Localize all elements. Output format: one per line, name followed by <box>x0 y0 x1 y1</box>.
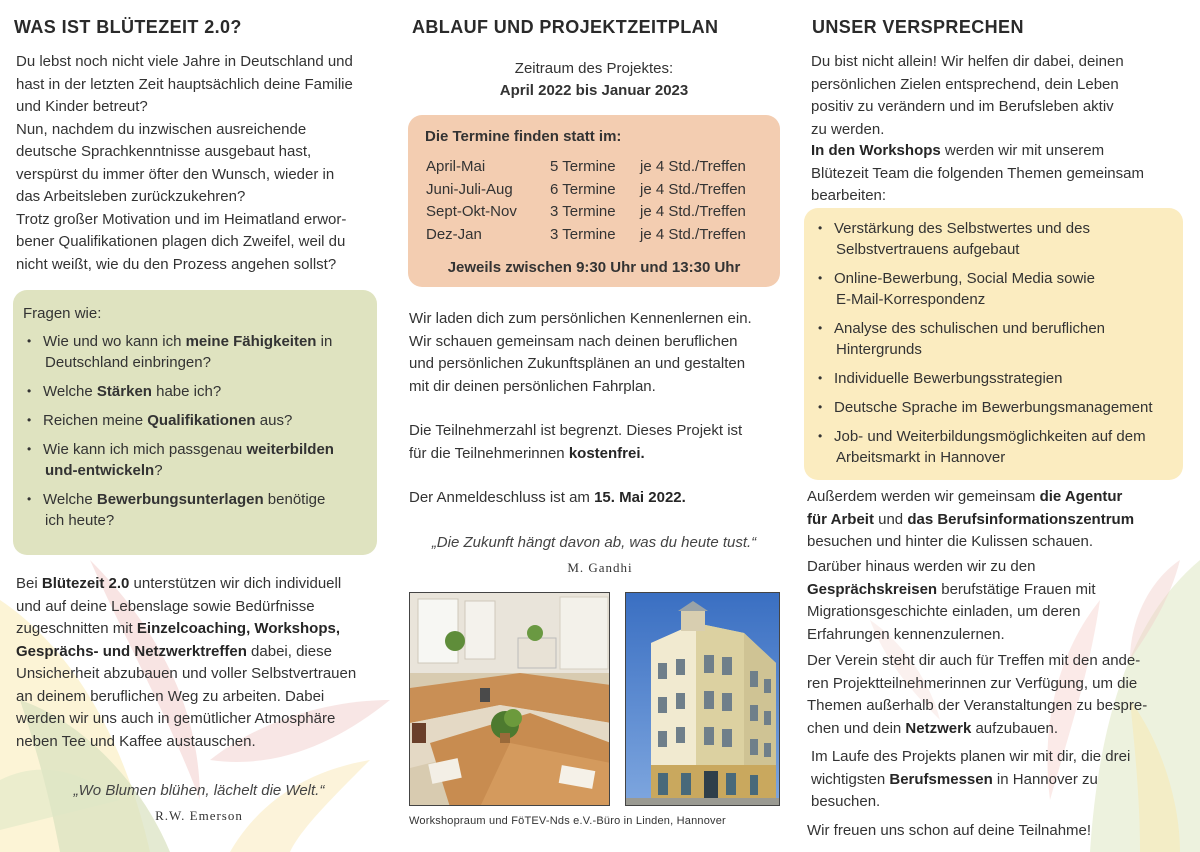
deadline-paragraph <box>409 487 789 510</box>
text-line: deutsche Sprachkenntnisse ausgebaut hast, <box>16 143 312 160</box>
schedule-months: April-Mai <box>426 158 486 175</box>
workshop-room-photo <box>409 592 610 806</box>
schedule-count: 3 Termine <box>550 203 616 220</box>
section-title: UNSER VERSPRECHEN <box>812 17 1024 37</box>
text-line: Die Teilnehmerzahl ist begrenzt. Dieses Projekt ist <box>409 422 743 439</box>
fairs-paragraph <box>811 746 1191 814</box>
promise-paragraph <box>811 51 1183 141</box>
schedule-duration: je 4 Std./Treffen <box>640 180 746 198</box>
office-building-photo <box>625 592 780 806</box>
text-line: zu werden. <box>811 120 885 138</box>
text-line: zugeschnitten mit Einzelcoaching, Workshops, <box>16 620 340 637</box>
column-about <box>0 0 392 852</box>
text-line: nicht weißt, wie du den Prozess angehen sollst? <box>16 255 337 273</box>
text-line: persönlichen Zielen entsprechend, dein Leben <box>811 75 1119 93</box>
list-item: • Welche Stärken habe ich? <box>17 381 369 402</box>
schedule-table <box>426 156 766 246</box>
photo-caption: Workshopraum und FöTEV-Nds e.V.-Büro in Linden, Hannover <box>409 815 726 827</box>
text-line: das Arbeitsleben zurückzukehren? <box>16 188 246 205</box>
text-line: Darüber hinaus werden wir zu den <box>807 558 1036 575</box>
text-line: verspürst du immer öfter den Wunsch, wieder in <box>16 165 335 183</box>
text-line: Blütezeit Team die folgenden Themen gemeinsam <box>811 164 1144 182</box>
text-line: und auf deine Lebenslage sowie Bedürfnisse <box>16 597 315 615</box>
text-line: werden wir uns auch in gemütlicher Atmosphäre <box>16 710 336 727</box>
text-line: und Kinder betreut? <box>16 98 148 115</box>
schedule-months: Dez-Jan <box>426 225 482 243</box>
schedule-months: Sept-Okt-Nov <box>426 203 517 220</box>
text-line: positiv zu verändern und im Berufsleben aktiv <box>811 98 1114 115</box>
support-paragraph <box>16 573 388 753</box>
questions-list <box>17 331 369 531</box>
list-item: • Deutsche Sprache im Bewerbungsmanagement <box>808 397 1178 418</box>
text-line: Bei Blütezeit 2.0 unterstützen wir dich individuell <box>16 575 342 592</box>
quote-author-emerson: R.W. Emerson <box>155 808 243 823</box>
text-line: Der Anmeldeschluss ist am 15. Mai 2022. <box>409 489 686 506</box>
intro-paragraph <box>16 51 388 276</box>
text-line: Trotz großer Motivation und im Heimatland erwor- <box>16 210 347 228</box>
text-line: Du lebst noch nicht viele Jahre in Deutschland und <box>16 53 353 70</box>
schedule-heading: Die Termine finden statt im: <box>425 128 622 145</box>
text-line: an deinem beruflichen Weg zu arbeiten. Dabei <box>16 687 325 705</box>
text-line: Du bist nicht allein! Wir helfen dir dabei, deinen <box>811 53 1124 70</box>
text-line: Migrationsgeschichte einladen, um deren <box>807 603 1081 620</box>
text-line: Nun, nachdem du inzwischen ausreichende <box>16 120 307 138</box>
schedule-count: 5 Termine <box>550 158 616 175</box>
text-line: besuchen und hinter die Kulissen schauen. <box>807 533 1094 550</box>
quote-author-gandhi: M. Gandhi <box>567 560 633 575</box>
period-label: Zeitraum des Projektes: <box>514 60 674 77</box>
schedule-count: 6 Termine <box>550 180 616 198</box>
workshops-intro <box>811 140 1183 208</box>
list-item: • Online-Bewerbung, Social Media sowie E-Mail-Korrespondenz <box>808 268 1178 310</box>
text-line: mit dir deinen persönlichen Fahrplan. <box>409 377 656 395</box>
text-line: wichtigsten Berufsmessen in Hannover zu <box>811 770 1098 788</box>
text-line: Wir laden dich zum persönlichen Kennenlernen ein. <box>409 310 752 327</box>
questions-heading: Fragen wie: <box>23 305 102 322</box>
schedule-row <box>426 179 766 202</box>
text-line: für die Teilnehmerinnen kostenfrei. <box>409 444 645 462</box>
schedule-row <box>426 156 766 179</box>
text-line: Themen außerhalb der Veranstaltungen zu bespre- <box>807 697 1148 714</box>
list-item: • Analyse des schulischen und beruflichen Hintergrunds <box>808 318 1178 360</box>
text-line: besuchen. <box>811 793 881 810</box>
quote-emerson: „Wo Blumen blühen, lächelt die Welt.“ <box>73 782 325 799</box>
schedule-time: Jeweils zwischen 9:30 Uhr und 13:30 Uhr <box>447 259 741 276</box>
text-line: Wir schauen gemeinsam nach deinen beruflichen <box>409 332 738 350</box>
limit-paragraph <box>409 420 789 465</box>
questions-box <box>13 290 377 555</box>
text-line: hast in der letzten Zeit hauptsächlich deine Familie <box>16 75 353 93</box>
schedule-box <box>408 115 780 287</box>
text-line: Der Verein steht dir auch für Treffen mit den ande- <box>807 652 1141 669</box>
text-line: ren Projektteilnehmerinnen zur Verfügung, um die <box>807 674 1138 692</box>
topics-box <box>804 208 1183 480</box>
list-item: • Individuelle Bewerbungsstrategien <box>808 368 1178 389</box>
text-line: In den Workshops werden wir mit unserem <box>811 142 1105 159</box>
text-line: Gesprächskreisen berufstätige Frauen mit <box>807 580 1096 598</box>
closing-line: Wir freuen uns schon auf deine Teilnahme! <box>807 822 1092 839</box>
column-schedule <box>400 0 792 852</box>
schedule-duration: je 4 Std./Treffen <box>640 158 746 175</box>
schedule-duration: je 4 Std./Treffen <box>640 203 746 220</box>
text-line: Im Laufe des Projekts planen wir mit dir, die drei <box>811 748 1131 765</box>
column-promise <box>800 0 1200 852</box>
text-line: bearbeiten: <box>811 187 887 204</box>
topics-list <box>808 218 1178 468</box>
text-line: und persönlichen Zukunftsplänen an und gestalten <box>409 355 746 372</box>
schedule-row <box>426 201 766 224</box>
section-title: ABLAUF UND PROJEKTZEITPLAN <box>412 17 719 37</box>
text-line: Außerdem werden wir gemeinsam die Agentur <box>807 488 1123 505</box>
text-line: Unsicherheit abzubauen und voller Selbstvertrauen <box>16 665 357 682</box>
list-item: • Wie und wo kann ich meine Fähigkeiten in Deutschland einbringen? <box>17 331 369 373</box>
list-item: • Job- und Weiterbildungsmöglichkeiten auf dem Arbeitsmarkt in Hannover <box>808 426 1178 468</box>
list-item: • Welche Bewerbungsunterlagen benötige ich heute? <box>17 489 369 531</box>
period-value: April 2022 bis Januar 2023 <box>499 82 689 99</box>
schedule-duration: je 4 Std./Treffen <box>640 225 746 243</box>
list-item: • Wie kann ich mich passgenau weiterbilden und-entwickeln? <box>17 439 369 481</box>
section-title: WAS IST BLÜTEZEIT 2.0? <box>14 17 242 37</box>
schedule-months: Juni-Juli-Aug <box>426 180 513 198</box>
list-item: • Reichen meine Qualifikationen aus? <box>17 410 369 431</box>
schedule-row <box>426 224 766 247</box>
agency-paragraph <box>807 486 1187 554</box>
text-line: Gesprächs- und Netzwerktreffen dabei, diese <box>16 642 332 660</box>
list-item: • Verstärkung des Selbstwertes und des Selbstvertrauens aufgebaut <box>808 218 1178 260</box>
text-line: chen und dein Netzwerk aufzubauen. <box>807 719 1059 737</box>
text-line: bener Qualifikationen plagen dich Zweifel, weil du <box>16 233 346 250</box>
circles-paragraph <box>807 556 1187 646</box>
text-line: für Arbeit und das Berufsinformationszentrum <box>807 510 1135 528</box>
text-line: Erfahrungen kennenzulernen. <box>807 625 1005 643</box>
network-paragraph <box>807 650 1187 740</box>
schedule-count: 3 Termine <box>550 225 616 243</box>
text-line: neben Tee und Kaffee austauschen. <box>16 732 256 750</box>
quote-gandhi: „Die Zukunft hängt davon ab, was du heute tust.“ <box>431 534 757 551</box>
invite-paragraph <box>409 308 789 398</box>
